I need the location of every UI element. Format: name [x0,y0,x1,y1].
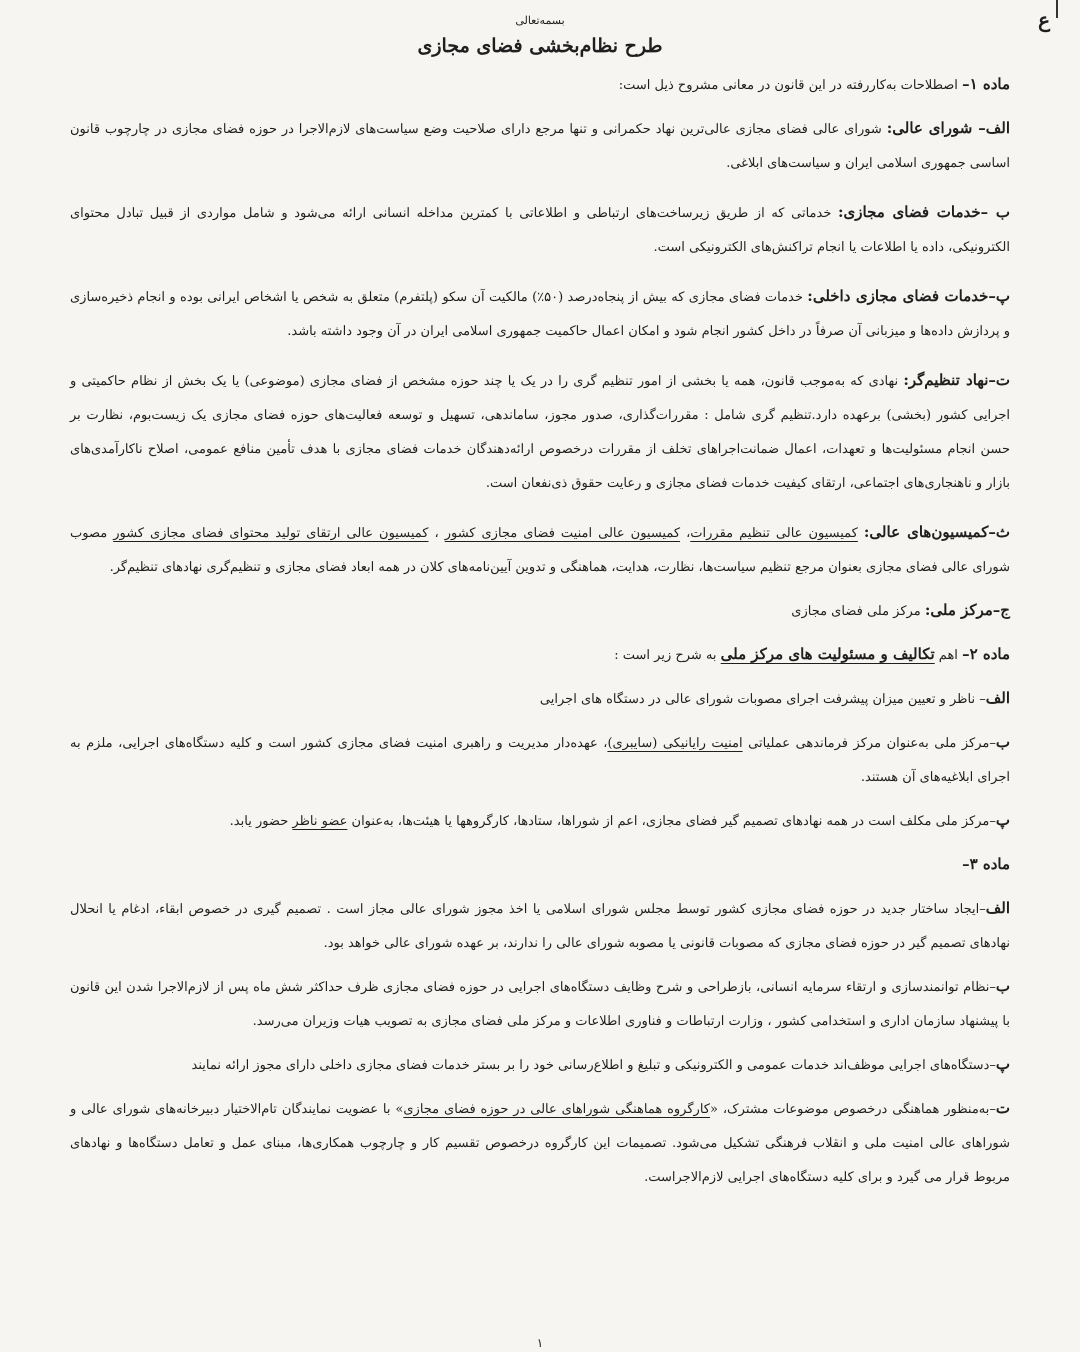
commission-content: کمیسیون عالی ارتقای تولید محتوای فضای مجازی کشور [113,526,429,541]
article-3-heading: ماده ۳– [962,855,1010,873]
article-1-intro: ماده ۱– اصطلاحات به‌کاررفته در این قانون در معانی مشروح ذیل است: [618,75,1010,93]
article-1-clause-jim: ج–مرکز ملی: مرکز ملی فضای مجازی [791,601,1010,619]
page-title: طرح نظام‌بخشی فضای مجازی [417,35,663,57]
article-3-clause-pe: پ–دستگاه‌های اجرایی موظف‌اند خدمات عمومی و الکترونیکی و تبلیغ و اطلاع‌رسانی خود را بر بستر خدمات فضای مجازی داخلی دارای مجوز ارائه نمایند [191,1055,1010,1073]
commission-security: کمیسیون عالی امنیت فضای مجازی کشور [444,526,681,541]
article-2-clause-alef: الف– ناظر و تعیین میزان پیشرفت اجرای مصوبات شورای عالی در دستگاه های اجرایی [539,689,1010,707]
corner-mark: ع [1038,8,1050,32]
basmala: بسمه‌تعالی [515,14,565,27]
article-3-clause-alef: الف–ایجاد ساختار جدید در حوزه فضای مجازی کشور توسط مجلس شورای اسلامی یا اخذ مجوز شورای عالی مجاز است . تصمیم گیری در خصوص ابقاء، ادغام یا انحلال نهادهای تصمیم گیر در حوزه فضای مجازی که مصوبات قانونی یا مصوبه شورای عالی را ندارند، بر عهده شورای عالی خواهد بود. [70,899,1010,951]
article-1-clause-te: ت–نهاد تنظیم‌گر: نهادی که به‌موجب قانون، همه یا بخشی از امور تنظیم گری را در یک یا چند حوزه مشخص از فضای مجازی (موضوعی) یا یک بخش از نظام حاکمیتی و اجرایی کشور (بخشی) برعهده دارد.تنظیم گری شامل : مقررات‌گذاری، صدور مجوز، ساماندهی، تسهیل و توسعه فعالیت‌های حوزه فضای مجازی یک زیست‌بوم، نظارت بر حسن انجام مسئولیت‌ها و تعهدات، اعمال ضمانت‌اجراهای تخلف از مقررات درخصوص ارائه‌دهندگان خدمات فضای مجازی با هدف تأمین منافع عمومی، اصلاح ناکارآمدی‌های بازار و ناهنجاری‌های اجتماعی، ارتقای کیفیت خدمات فضای مجازی و رعایت حقوق ذی‌نفعان است. [70,371,1011,491]
article-2-clause-be: ب–مرکز ملی به‌عنوان مرکز فرماندهی عملیاتی امنیت رایانیکی (سایبری)، عهده‌دار مدیریت و راهبری امنیت فضای مجازی کشور است و کلیه دستگاه‌های اجرایی، ملزم به اجرای ابلاغیه‌های آن هستند. [70,733,1010,785]
article-3-clause-be: ب–نظام توانمندسازی و ارتقاء سرمایه انسانی، بازطراحی و شرح وظایف دستگاه‌های اجرایی در حوزه فضای مجازی ظرف حداکثر شش ماه پس از لازم‌الاجرا شدن این قانون با پیشنهاد سازمان اداری و استخدامی کشور ، وزارت ارتباطات و فناوری اطلاعات و مرکز ملی فضای مجازی به تصویب هیات وزیران می‌رسد. [70,977,1010,1029]
article-1-clause-alef: الف– شورای عالی: شورای عالی فضای مجازی عالی‌ترین نهاد حکمرانی و تنها مرجع دارای صلاحیت وضع سیاست‌های لازم‌الاجرا در حوزه فضای مجازی در چارچوب قانون اساسی جمهوری اسلامی ایران و سیاست‌های ابلاغی. [70,119,1010,171]
article-3-heading-line [70,847,1010,883]
article-2-heading: ماده ۲– [962,645,1010,663]
page-number: ۱ [536,1336,544,1350]
article-1-heading: ماده ۱– [962,75,1010,93]
article-1-clause-se: ث–کمیسیون‌های عالی: کمیسیون عالی تنظیم مقررات، کمیسیون عالی امنیت فضای مجازی کشور ، کمیسیون عالی ارتقای تولید محتوای فضای مجازی کشور مصوب شورای عالی فضای مجازی بعنوان مرجع تنظیم سیاست‌ها، نظارت، هدایت، هماهنگی و تدوین آیین‌نامه‌های کلان در همه ابعاد فضای مجازی و تنظیم‌گری نهادهای تنظیم‌گر. [70,523,1010,575]
scan-edge-mark [1056,0,1058,18]
article-2-intro: ماده ۲– اهم تکالیف و مسئولیت های مرکز ملی به شرح زیر است : [614,645,1010,663]
article-1-clause-be: ب –خدمات فضای مجازی: خدماتی که از طریق زیرساخت‌های ارتباطی و اطلاعاتی با کمترین مداخله انسانی ارائه می‌شود و شامل مواردی از قبیل تبادل محتوای الکترونیکی، داده یا اطلاعات یا انجام تراکنش‌های الکترونیکی است. [70,203,1010,255]
article-1-clause-pe: پ–خدمات فضای مجازی داخلی: خدمات فضای مجازی که بیش از پنجاه‌درصد (۵۰٪) مالکیت آن سکو (پلتفرم) متعلق به شخص یا اشخاص ایرانی بوده و انجام ذخیره‌سازی و پردازش داده‌ها و میزبانی آن صرفاً در داخل کشور انجام شود و امکان اعمال حاکمیت جمهوری اسلامی ایران در آن وجود داشته باشد. [70,287,1011,339]
commission-regulation: کمیسیون عالی تنظیم مقررات [690,526,858,541]
article-3-clause-te: ت–به‌منظور هماهنگی درخصوص موضوعات مشترک، «کارگروه هماهنگی شوراهای عالی در حوزه فضای مجازی» با عضویت نمایندگان تام‌الاختیار دبیرخانه‌های شورای عالی و شوراهای عالی امنیت ملی و انقلاب فرهنگی تشکیل می‌شود. تصمیمات این کارگروه درخصوص تقسیم کار و چارچوب همکاری‌ها، مبنای عمل و تعامل دستگاه‌ها و نهادهای مربوط قرار می گیرد و برای کلیه دستگاه‌های اجرایی لازم‌الاجراست. [70,1099,1011,1185]
article-2-clause-pe: پ–مرکز ملی مکلف است در همه نهادهای تصمیم گیر فضای مجازی، اعم از شوراها، ستادها، کارگروهها یا هیئت‌ها، به‌عنوان عضو ناظر حضور یابد. [229,811,1010,829]
